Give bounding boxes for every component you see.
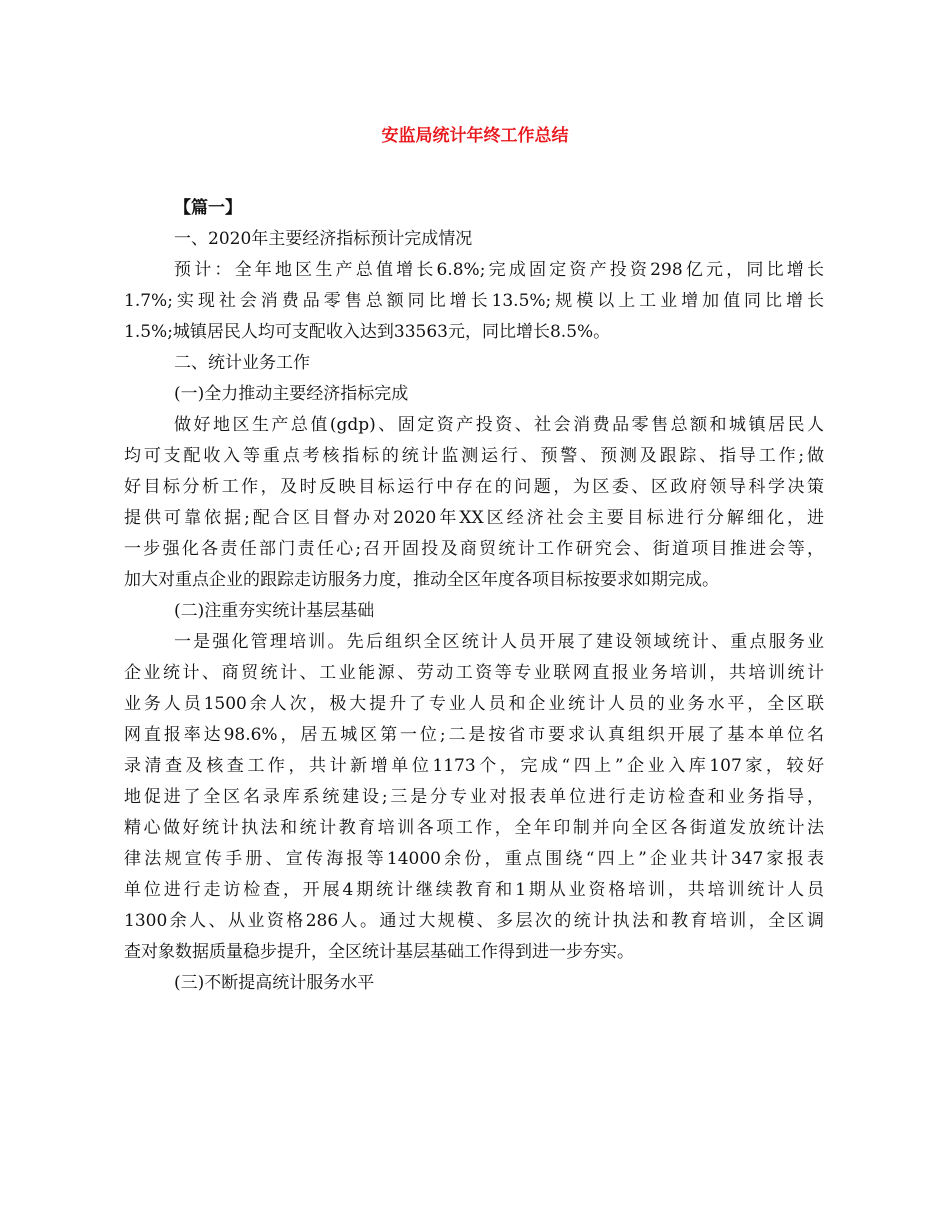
text-line: 一步强化各责任部门责任心;召开固投及商贸统计工作研究会、街道项目推进会等， [124, 539, 824, 559]
text-line: 1.7%;实现社会消费品零售总额同比增长13.5%;规模以上工业增加值同比增长 [124, 291, 824, 311]
text-line: 一是强化管理培训。先后组织全区统计人员开展了建设领域统计、重点服务业 [174, 632, 824, 652]
text-line: 单位进行走访检查，开展4期统计继续教育和1期从业资格培训，共培训统计人员 [124, 880, 824, 900]
text-line: (三)不断提高统计服务水平 [174, 973, 375, 993]
text-line: 均可支配收入等重点考核指标的统计监测运行、预警、预测及跟踪、指导工作;做 [124, 446, 824, 466]
part-label: 【篇一】 [174, 198, 242, 218]
text-line: 精心做好统计执法和统计教育培训各项工作，全年印制并向全区各街道发放统计法 [124, 818, 824, 838]
text-line: 网直报率达98.6%，居五城区第一位;二是按省市要求认真组织开展了基本单位名 [124, 725, 824, 745]
text-line: 录清查及核查工作，共计新增单位1173个，完成“四上”企业入库107家，较好 [124, 756, 824, 776]
text-line: (一)全力推动主要经济指标完成 [174, 384, 409, 404]
text-line: 业务人员1500余人次，极大提升了专业人员和企业统计人员的业务水平，全区联 [124, 694, 824, 714]
text-line: 1300余人、从业资格286人。通过大规模、多层次的统计执法和教育培训，全区调 [124, 911, 824, 931]
text-line: 二、统计业务工作 [174, 353, 310, 373]
text-line: (二)注重夯实统计基层基础 [174, 601, 375, 621]
document-body [124, 193, 824, 999]
text-line: 企业统计、商贸统计、工业能源、劳动工资等专业联网直报业务培训，共培训统计 [124, 663, 824, 683]
text-line: 查对象数据质量稳步提升，全区统计基层基础工作得到进一步夯实。 [124, 942, 634, 962]
text-line: 做好地区生产总值(gdp)、固定资产投资、社会消费品零售总额和城镇居民人 [174, 415, 824, 435]
document-title: 安监局统计年终工作总结 [381, 126, 569, 146]
text-line: 好目标分析工作，及时反映目标运行中存在的问题，为区委、区政府领导科学决策 [124, 477, 824, 497]
text-line: 1.5%;城镇居民人均可支配收入达到33563元，同比增长8.5%。 [124, 322, 611, 342]
text-line: 加大对重点企业的跟踪走访服务力度，推动全区年度各项目标按要求如期完成。 [124, 570, 719, 590]
text-line: 律法规宣传手册、宣传海报等14000余份，重点围绕“四上”企业共计347家报表 [124, 849, 824, 869]
text-line: 提供可靠依据;配合区目督办对2020年XX区经济社会主要目标进行分解细化，进 [124, 508, 824, 528]
text-line: 地促进了全区名录库系统建设;三是分专业对报表单位进行走访检查和业务指导， [124, 787, 824, 807]
text-line: 预计：全年地区生产总值增长6.8%;完成固定资产投资298亿元，同比增长 [174, 260, 824, 280]
text-line: 一、2020年主要经济指标预计完成情况 [174, 229, 473, 249]
